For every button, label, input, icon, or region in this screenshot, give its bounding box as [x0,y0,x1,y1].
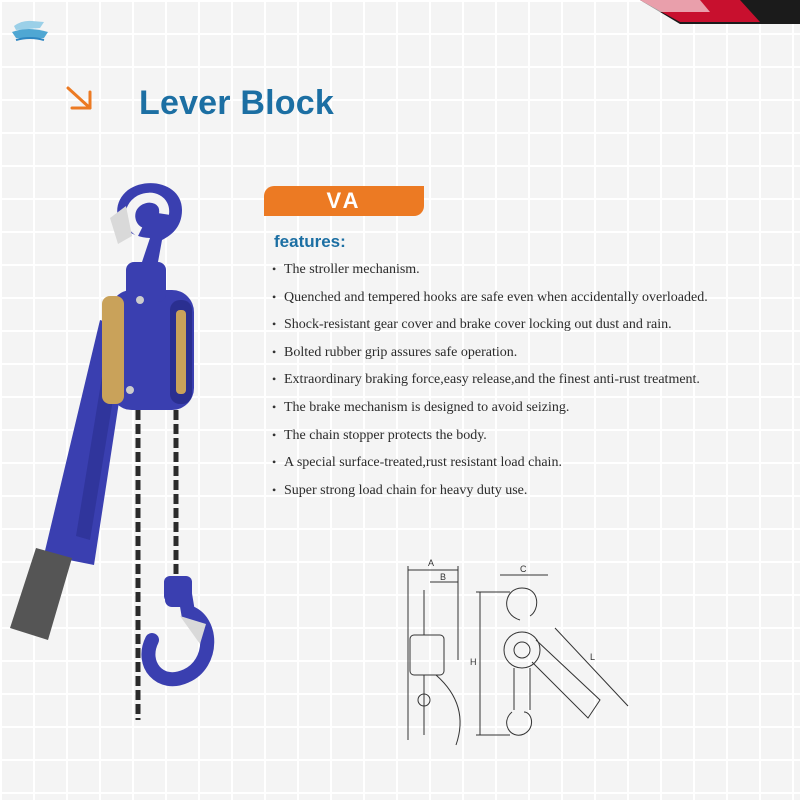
dimension-label-b: B [440,572,447,582]
feature-text: Quenched and tempered hooks are safe even when accidentally overloaded. [284,289,708,305]
feature-item: • The stroller mechanism. [272,262,420,277]
ship-logo-icon [10,12,50,48]
feature-text: A special surface-treated,rust resistant load chain. [284,455,562,471]
arrow-down-right-icon [62,82,96,112]
feature-text: Extraordinary braking force,easy release,and the finest anti-rust treatment. [284,372,700,388]
feature-text: The chain stopper protects the body. [284,427,487,443]
features-list [272,259,708,507]
feature-text: Bolted rubber grip assures safe operation. [284,344,518,360]
dimension-label-c: C [520,564,527,574]
feature-item: • Super strong load chain for heavy duty use. [272,482,528,498]
feature-item: • Shock-resistant gear cover and brake cover locking out dust and rain. [272,317,672,333]
feature-text: Shock-resistant gear cover and brake cover locking out dust and rain. [284,317,672,333]
feature-text: The stroller mechanism. [284,262,420,277]
corner-decoration [640,0,800,24]
feature-text: The brake mechanism is designed to avoid seizing. [284,399,570,415]
feature-text: Super strong load chain for heavy duty use. [284,482,528,498]
dimension-label-h: H [470,657,477,667]
feature-item: • Bolted rubber grip assures safe operation. [272,344,518,360]
dimension-label-l: L [590,652,596,662]
feature-item: • The brake mechanism is designed to avoid seizing. [272,399,570,415]
lever-block-product-image [0,170,240,730]
dimension-diagram [400,555,640,750]
model-badge: VA [264,186,424,216]
feature-item: • Extraordinary braking force,easy release,and the finest anti-rust treatment. [272,372,700,388]
dimension-label-a: A [428,558,435,568]
features-heading: features: [274,232,346,251]
page-title: Lever Block [139,84,334,122]
feature-item: • The chain stopper protects the body. [272,427,487,443]
feature-item: • A special surface-treated,rust resistant load chain. [272,455,562,471]
feature-item: • Quenched and tempered hooks are safe even when accidentally overloaded. [272,289,708,305]
